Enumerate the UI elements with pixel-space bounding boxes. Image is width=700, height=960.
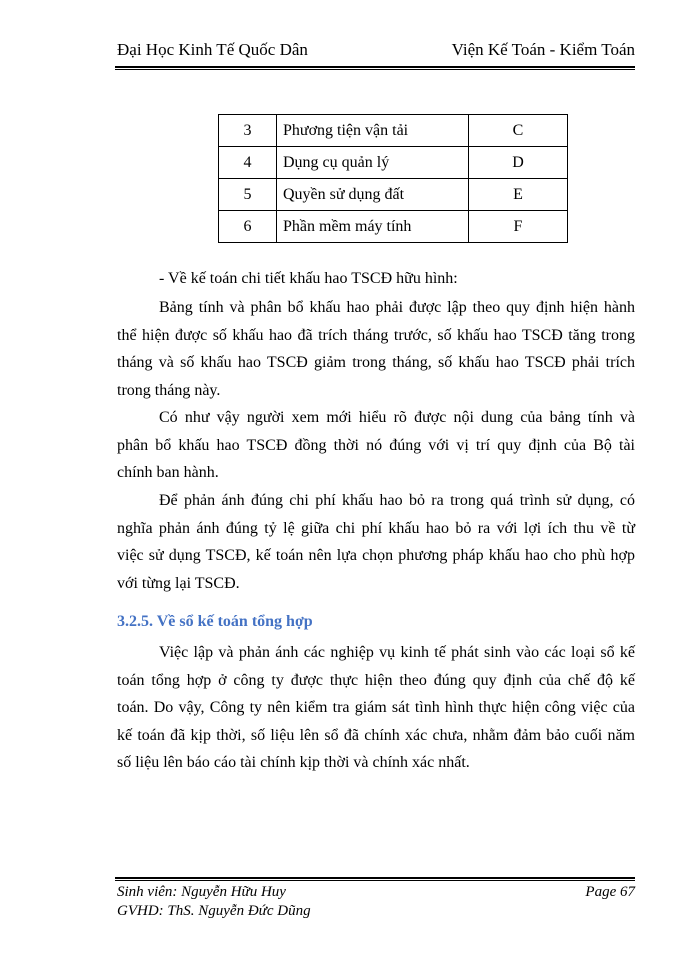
row-number: 5 [219,179,277,211]
paragraph-line: số liệu lên báo cáo tài chính kịp thời và chính xác nhất. [117,754,470,771]
asset-name: Quyền sử dụng đất [277,179,469,211]
row-number: 4 [219,147,277,179]
footer-rule [115,877,635,879]
paragraph-line: thể hiện được số khấu hao đã trích tháng trước, số khấu hao TSCĐ tăng trong [117,326,635,344]
asset-code: C [469,115,568,147]
asset-name: Dụng cụ quản lý [277,147,469,179]
asset-name: Phương tiện vận tải [277,115,469,147]
paragraph-line: việc sử dụng TSCĐ, kế toán nên lựa chọn phương pháp khấu hao cho phù hợp [117,547,635,564]
paragraph-line: kế toán đã kịp thời, số liệu lên sổ đã chính xác chưa, nhằm đảm bảo cuối năm [117,726,635,744]
section-title: 3.2.5. Về sổ kế toán tổng hợp [117,613,313,630]
paragraph-line: toán. Do vậy, Công ty nên kiểm tra giám sát tình hình thực hiện công việc của [117,699,635,716]
paragraph-line: toán tổng hợp ở công ty được thực hiện theo đúng quy định của chế độ kế [117,671,635,689]
paragraph-line: Bảng tính và phân bổ khấu hao phải được lập theo quy định hiện hành [159,299,635,316]
paragraph-1 [117,294,635,404]
footer-advisor: GVHD: ThS. Nguyễn Đức Dũng [117,903,311,919]
footer-row-1 [117,884,635,901]
paragraph-line: tháng và số khấu hao TSCĐ giảm trong tháng, số khấu hao TSCĐ phải trích [117,354,635,371]
paragraph-line: với từng lại TSCĐ. [117,574,240,592]
paragraph-line: nghĩa phản ánh đúng tỷ lệ giữa chi phí khấu hao bỏ ra với lợi ích thu về từ [117,519,635,537]
table-row [219,115,568,147]
paragraph-4 [117,639,635,777]
asset-code: F [469,211,568,243]
paragraph-line: trong tháng này. [117,381,221,399]
paragraph-line: phân bổ khấu hao TSCĐ đồng thời nó đúng với vị trí quy định của Bộ tài [117,436,635,454]
footer-row-2 [117,903,635,920]
header-rule-thin [115,69,635,70]
asset-name: Phần mềm máy tính [277,211,469,243]
footer-student: Sinh viên: Nguyễn Hữu Huy [117,884,286,900]
asset-code: E [469,179,568,211]
table-row [219,211,568,243]
asset-table [218,114,568,243]
paragraph-3 [117,487,635,597]
row-number: 6 [219,211,277,243]
page-header [117,40,635,62]
header-university: Đại Học Kinh Tế Quốc Dân [117,40,308,59]
footer-page-number: Page 67 [585,884,635,900]
paragraph-line: chính ban hành. [117,464,219,481]
paragraph-line: Có như vậy người xem mới hiểu rõ được nội dung của bảng tính và [159,409,635,426]
table-row [219,147,568,179]
row-number: 3 [219,115,277,147]
paragraph-line: Việc lập và phản ánh các nghiệp vụ kinh tế phát sinh vào các loại sổ kế [159,644,635,661]
asset-code: D [469,147,568,179]
footer-rule-thin [115,880,635,881]
header-rule [115,66,635,68]
header-institute: Viện Kế Toán - Kiểm Toán [451,40,635,59]
paragraph-line: Để phản ánh đúng chi phí khấu hao bỏ ra trong quá trình sử dụng, có [159,492,635,509]
detail-heading: - Về kế toán chi tiết khấu hao TSCĐ hữu hình: [159,270,458,287]
table-row [219,179,568,211]
paragraph-2 [117,404,635,487]
